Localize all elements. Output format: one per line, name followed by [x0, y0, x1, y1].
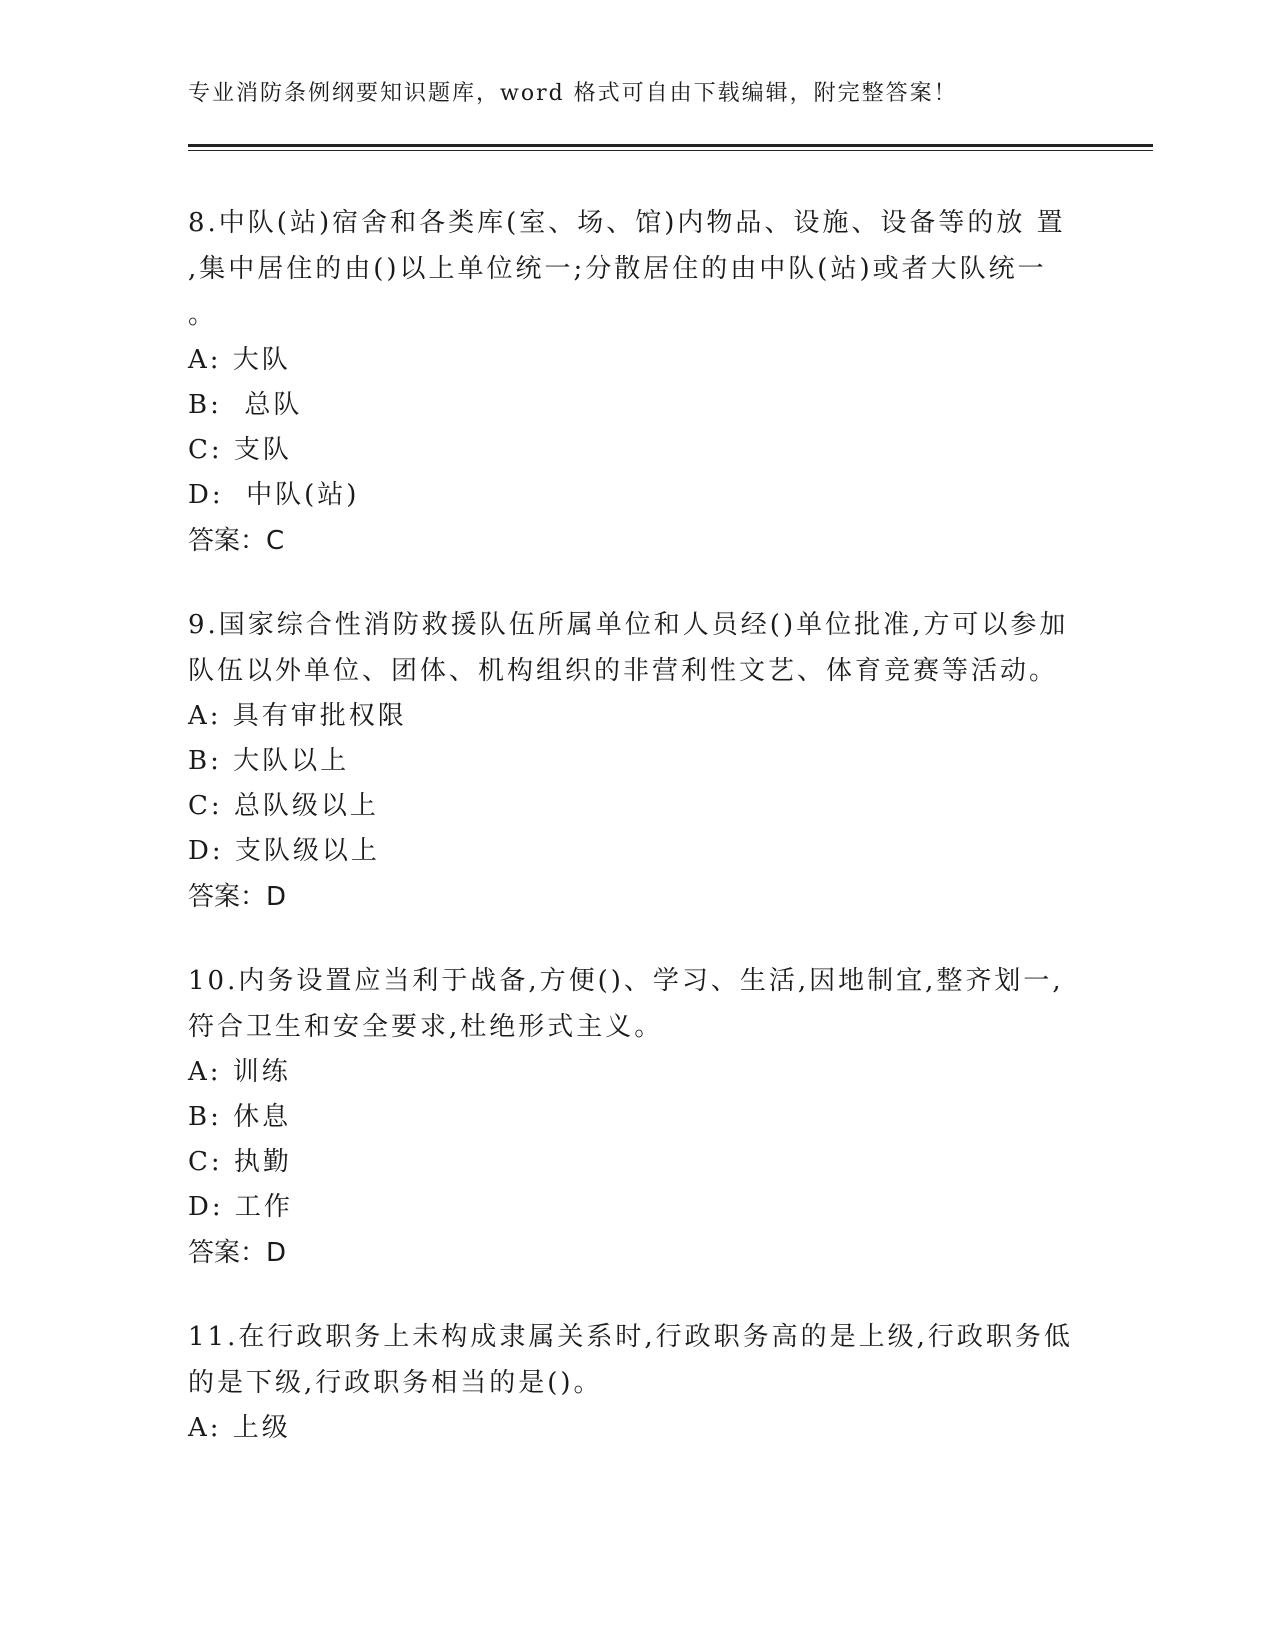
- question-text-line: 10.内务设置应当利于战备,方便()、学习、生活,因地制宜,整齐划一,: [188, 966, 1064, 996]
- question-10: [188, 958, 1088, 1276]
- option-b: B: 总队: [188, 390, 303, 420]
- question-list: [188, 200, 1088, 1489]
- header-rule-thick: [188, 144, 1153, 147]
- question-text-line: 队伍以外单位、团体、机构组织的非营利性文艺、体育竞赛等活动。: [188, 656, 1059, 686]
- option-c: C: 执勤: [188, 1147, 292, 1177]
- option-b: B: 大队以上: [188, 746, 350, 776]
- option-d: D: 支队级以上: [188, 836, 380, 866]
- question-8: [188, 200, 1088, 564]
- question-text-line: 8.中队(站)宿舍和各类库(室、场、馆)内物品、设施、设备等的放 置: [188, 208, 1066, 238]
- header-rule-thin: [188, 150, 1153, 151]
- document-header: 专业消防条例纲要知识题库，word 格式可自由下载编辑，附完整答案！: [188, 81, 958, 106]
- question-text-line: ,集中居住的由()以上单位统一;分散居住的由中队(站)或者大队统一: [188, 254, 1047, 284]
- answer: 答案：D: [188, 1238, 287, 1268]
- option-a: A: 上级: [188, 1413, 291, 1443]
- question-text-line: 符合卫生和安全要求,杜绝形式主义。: [188, 1012, 664, 1042]
- question-text-line: 的是下级,行政职务相当的是()。: [188, 1368, 603, 1398]
- option-c: C: 支队: [188, 435, 292, 465]
- question-text-line: 。: [188, 300, 218, 330]
- option-a: A: 训练: [188, 1057, 291, 1087]
- answer: 答案：D: [188, 882, 287, 912]
- question-9: [188, 602, 1088, 920]
- question-text-line: 11.在行政职务上未构成隶属关系时,行政职务高的是上级,行政职务低: [188, 1322, 1073, 1352]
- option-b: B: 休息: [188, 1102, 292, 1132]
- option-c: C: 总队级以上: [188, 791, 379, 821]
- question-text-line: 9.国家综合性消防救援队伍所属单位和人员经()单位批准,方可以参加: [188, 610, 1069, 640]
- option-a: A: 大队: [188, 345, 291, 375]
- option-a: A: 具有审批权限: [188, 701, 407, 731]
- answer: 答案：C: [188, 526, 285, 556]
- option-d: D: 工作: [188, 1192, 293, 1222]
- question-11: [188, 1314, 1088, 1451]
- option-d: D: 中队(站): [188, 480, 360, 510]
